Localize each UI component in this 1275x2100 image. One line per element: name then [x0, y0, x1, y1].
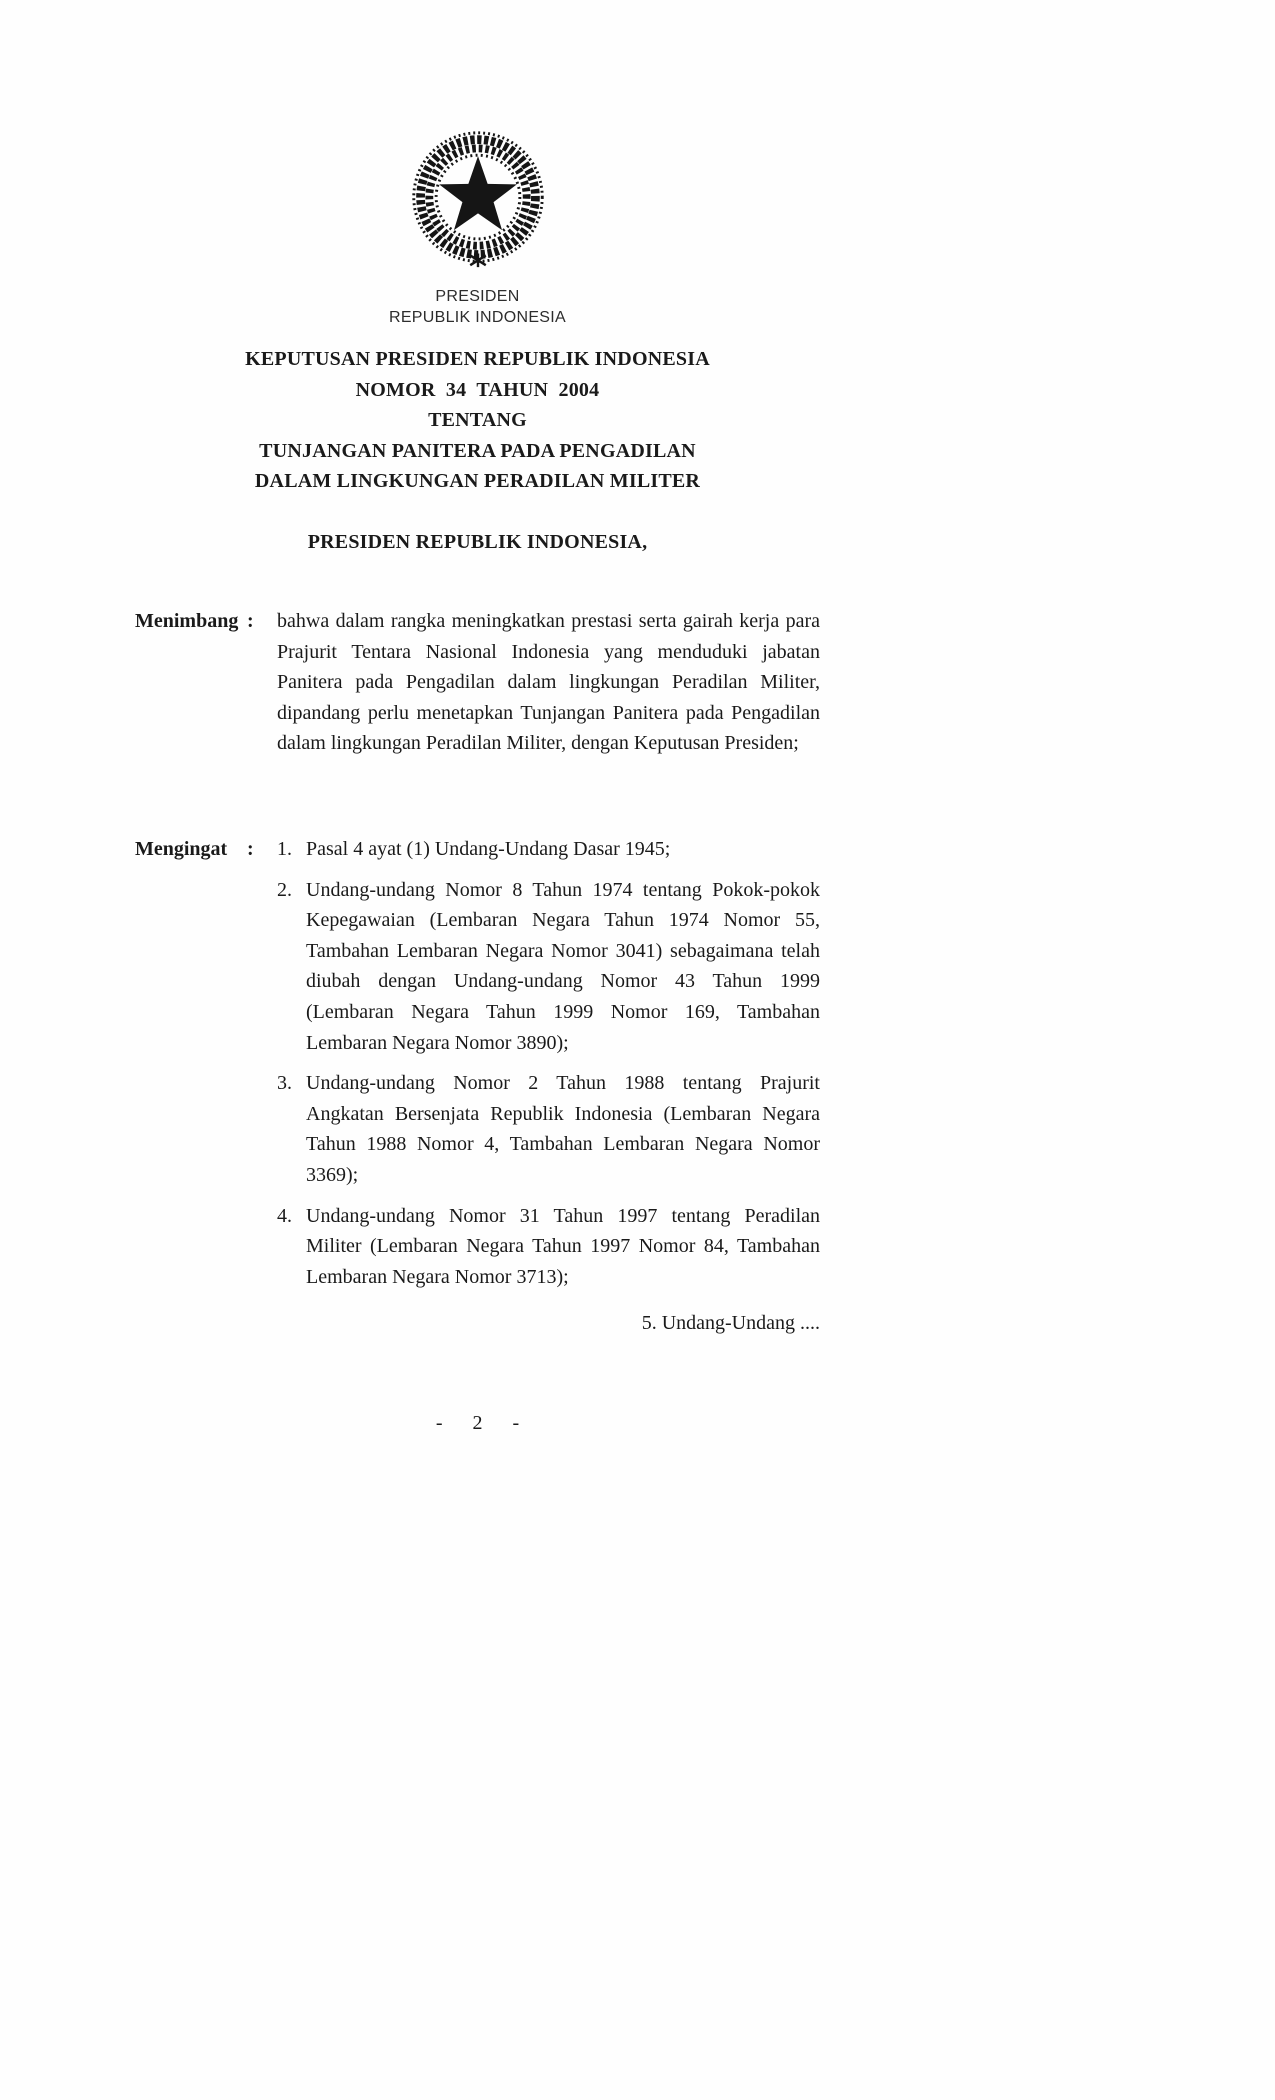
mengingat-colon: : [247, 838, 254, 860]
letterhead-line-presiden: PRESIDEN [435, 288, 520, 305]
salutation: PRESIDEN REPUBLIK INDONESIA, [307, 531, 648, 553]
list-item [277, 1068, 820, 1190]
menimbang-label [135, 606, 277, 759]
page-number: - 2 - [435, 1412, 520, 1434]
mengingat-label-text: Mengingat [135, 838, 228, 860]
menimbang-label-text: Menimbang [135, 610, 239, 632]
mengingat-section [135, 834, 820, 1302]
presidential-seal-icon [405, 126, 551, 272]
decree-title-line1: KEPUTUSAN PRESIDEN REPUBLIK INDONESIA [245, 348, 710, 370]
text-column [135, 0, 820, 2100]
list-item-text: Undang-undang Nomor 2 Tahun 1988 tentang Prajurit Angkatan Bersenjata Republik Indonesia (Lembaran Negara Tahun 1988 Nomor 4, Tambahan Lembaran Negara Nomor 3369); [306, 1072, 820, 1186]
list-item-text: Undang-undang Nomor 31 Tahun 1997 tentang Peradilan Militer (Lembaran Negara Tahun 1997 Nomor 84, Tambahan Lembaran Negara Nomor 3713); [306, 1204, 820, 1288]
list-item [277, 1201, 820, 1293]
mengingat-list [277, 834, 820, 1302]
list-item-number: 3. [277, 1072, 292, 1095]
decree-title-number: NOMOR 34 TAHUN 2004 [355, 378, 600, 401]
decree-title [135, 344, 820, 497]
mengingat-label [135, 834, 277, 1302]
list-item-text: Undang-undang Nomor 8 Tahun 1974 tentang Pokok-pokok Kepegawaian (Lembaran Negara Tahun 1974 Nomor 55, Tambahan Lembaran Negara Nomor 3041) sebagaimana telah diubah dengan Undang-undang Nomor 43 Tahun 1999 (Lembaran Negara Tahun 1999 Nomor 169, Tambahan Lembaran Negara Nomor 3890); [306, 878, 820, 1054]
letterhead [135, 286, 820, 328]
decree-title-subject-line2: DALAM LINGKUNGAN PERADILAN MILITER [254, 470, 701, 492]
menimbang-colon: : [247, 610, 254, 632]
list-item-number: 4. [277, 1204, 292, 1227]
list-item [277, 875, 820, 1059]
list-item [277, 834, 820, 865]
decree-title-subject-line1: TUNJANGAN PANITERA PADA PENGADILAN [259, 439, 696, 462]
list-item-text: Pasal 4 ayat (1) Undang-Undang Dasar 1945; [306, 838, 671, 860]
decree-title-tentang: TENTANG [428, 409, 527, 431]
legal-basis-items [277, 834, 820, 1292]
menimbang-section [135, 606, 820, 759]
letterhead-line-republik-indonesia: REPUBLIK INDONESIA [388, 309, 566, 326]
list-item-number: 1. [277, 838, 292, 860]
menimbang-paragraph: bahwa dalam rangka meningkatkan prestasi serta gairah kerja para Prajurit Tentara Nasional Indonesia yang menduduki jabatan Panitera pada Pengadilan dalam lingkungan Peradilan Militer, dipandang perlu menetapkan Tunjangan Panitera pada Pengadilan dalam lingkungan Peradilan Militer, dengan Keputusan Presiden; [277, 610, 820, 755]
catchword-next-page: 5. Undang-Undang .... [641, 1312, 820, 1334]
list-item-number: 2. [277, 878, 292, 901]
